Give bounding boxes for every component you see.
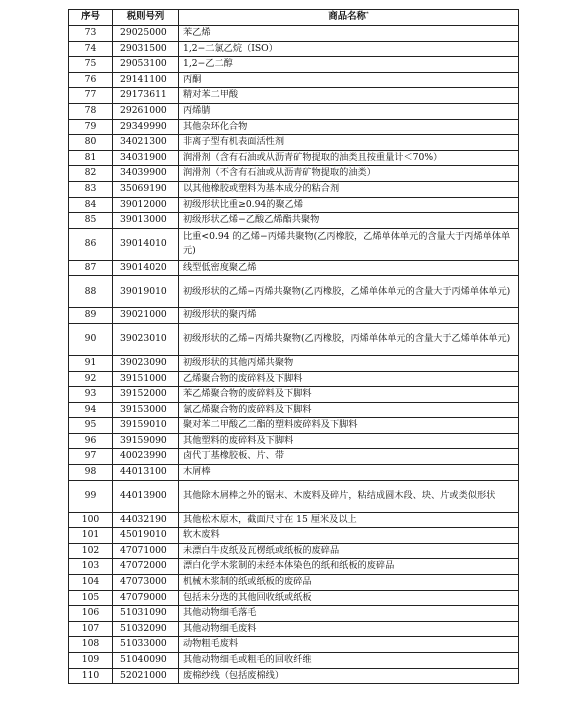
row-code: 39014010 — [113, 228, 179, 260]
row-name: 漂白化学木浆制的未经本体染色的纸和纸板的废碎品 — [179, 559, 519, 575]
header-code: 税则号列 — [113, 10, 179, 26]
table-row — [69, 433, 519, 449]
header-name — [179, 10, 519, 26]
table-row — [69, 387, 519, 403]
row-name: 润滑剂（不含有石油或从沥青矿物提取的油类） — [179, 166, 519, 182]
table-row — [69, 528, 519, 544]
row-name: 软木废料 — [179, 528, 519, 544]
row-seq: 76 — [69, 72, 113, 88]
table-row — [69, 668, 519, 684]
row-code: 29031500 — [113, 41, 179, 57]
table-row — [69, 559, 519, 575]
row-name: 初级形状的乙烯−丙烯共聚物(乙丙橡胶，乙烯单体单元的含量大于丙烯单体单元) — [179, 276, 519, 308]
table-row — [69, 418, 519, 434]
row-seq: 92 — [69, 371, 113, 387]
table-row — [69, 323, 519, 355]
row-code: 44013900 — [113, 480, 179, 512]
table-body — [69, 26, 519, 684]
row-seq: 101 — [69, 528, 113, 544]
table-row — [69, 480, 519, 512]
row-seq: 91 — [69, 355, 113, 371]
table-row — [69, 88, 519, 104]
row-seq: 75 — [69, 57, 113, 73]
table-row — [69, 72, 519, 88]
row-seq: 108 — [69, 637, 113, 653]
row-seq: 84 — [69, 197, 113, 213]
row-code: 47073000 — [113, 575, 179, 591]
row-seq: 94 — [69, 402, 113, 418]
row-seq: 82 — [69, 166, 113, 182]
row-name: 初级形状的乙烯−丙烯共聚物(乙丙橡胶，丙烯单体单元的含量大于乙烯单体单元) — [179, 323, 519, 355]
row-seq: 100 — [69, 512, 113, 528]
row-seq: 102 — [69, 543, 113, 559]
table-row — [69, 181, 519, 197]
table-row — [69, 260, 519, 276]
row-name: 氯乙烯聚合物的废碎料及下脚料 — [179, 402, 519, 418]
row-code: 47071000 — [113, 543, 179, 559]
row-seq: 98 — [69, 465, 113, 481]
row-code: 39152000 — [113, 387, 179, 403]
table-row — [69, 135, 519, 151]
row-name: 废棉纱线（包括废棉线） — [179, 668, 519, 684]
row-name: 初级形状乙烯−乙酸乙烯酯共聚物 — [179, 213, 519, 229]
row-code: 40023990 — [113, 449, 179, 465]
row-seq: 90 — [69, 323, 113, 355]
row-seq: 77 — [69, 88, 113, 104]
table-row — [69, 590, 519, 606]
row-seq: 88 — [69, 276, 113, 308]
row-code: 45019010 — [113, 528, 179, 544]
table-row — [69, 197, 519, 213]
header-name-note: * — [365, 11, 369, 18]
row-name: 初级形状比重≥0.94的聚乙烯 — [179, 197, 519, 213]
tariff-table — [68, 9, 519, 684]
row-code: 29141100 — [113, 72, 179, 88]
row-code: 39021000 — [113, 308, 179, 324]
table-row — [69, 57, 519, 73]
row-code: 29349990 — [113, 119, 179, 135]
row-name: 其他松木原木，截面尺寸在 15 厘米及以上 — [179, 512, 519, 528]
row-seq: 95 — [69, 418, 113, 434]
row-seq: 97 — [69, 449, 113, 465]
row-code: 51033000 — [113, 637, 179, 653]
table-header-row — [69, 10, 519, 26]
row-seq: 109 — [69, 653, 113, 669]
row-code: 29025000 — [113, 26, 179, 42]
row-name: 初级形状的其他丙烯共聚物 — [179, 355, 519, 371]
row-code: 51040090 — [113, 653, 179, 669]
row-name: 其他杂环化合物 — [179, 119, 519, 135]
row-name: 未漂白牛皮纸及瓦楞纸或纸板的废碎品 — [179, 543, 519, 559]
row-code: 51032090 — [113, 621, 179, 637]
row-code: 51031090 — [113, 606, 179, 622]
row-seq: 107 — [69, 621, 113, 637]
row-name: 润滑剂（含有石油或从沥青矿物提取的油类且按重量计＜70%） — [179, 150, 519, 166]
row-code: 39159010 — [113, 418, 179, 434]
table-row — [69, 371, 519, 387]
row-name: 以其他橡胶或塑料为基本成分的粘合剂 — [179, 181, 519, 197]
table-row — [69, 119, 519, 135]
table-row — [69, 308, 519, 324]
row-code: 39023090 — [113, 355, 179, 371]
row-name: 卤代丁基橡胶板、片、带 — [179, 449, 519, 465]
row-code: 39013000 — [113, 213, 179, 229]
row-seq: 80 — [69, 135, 113, 151]
row-code: 44013100 — [113, 465, 179, 481]
row-seq: 99 — [69, 480, 113, 512]
row-seq: 93 — [69, 387, 113, 403]
row-name: 1,2−二氯乙烷（ISO） — [179, 41, 519, 57]
row-code: 39019010 — [113, 276, 179, 308]
table-row — [69, 575, 519, 591]
row-seq: 87 — [69, 260, 113, 276]
row-name: 精对苯二甲酸 — [179, 88, 519, 104]
row-code: 39012000 — [113, 197, 179, 213]
row-code: 29261000 — [113, 103, 179, 119]
table-row — [69, 103, 519, 119]
row-seq: 106 — [69, 606, 113, 622]
row-code: 47079000 — [113, 590, 179, 606]
row-name: 机械木浆制的纸或纸板的废碎品 — [179, 575, 519, 591]
row-code: 34021300 — [113, 135, 179, 151]
row-seq: 78 — [69, 103, 113, 119]
row-code: 44032190 — [113, 512, 179, 528]
row-code: 47072000 — [113, 559, 179, 575]
table-row — [69, 402, 519, 418]
table-row — [69, 465, 519, 481]
row-name: 聚对苯二甲酸乙二酯的塑料废碎料及下脚料 — [179, 418, 519, 434]
row-name: 苯乙烯聚合物的废碎料及下脚料 — [179, 387, 519, 403]
row-seq: 96 — [69, 433, 113, 449]
row-seq: 86 — [69, 228, 113, 260]
row-name: 初级形状的聚丙烯 — [179, 308, 519, 324]
table-row — [69, 621, 519, 637]
table-row — [69, 228, 519, 260]
row-name: 其他动物细毛落毛 — [179, 606, 519, 622]
row-name: 其他塑料的废碎料及下脚料 — [179, 433, 519, 449]
row-seq: 74 — [69, 41, 113, 57]
row-seq: 103 — [69, 559, 113, 575]
table-row — [69, 276, 519, 308]
row-code: 39153000 — [113, 402, 179, 418]
row-seq: 89 — [69, 308, 113, 324]
row-code: 35069190 — [113, 181, 179, 197]
table-row — [69, 512, 519, 528]
table-row — [69, 355, 519, 371]
row-seq: 79 — [69, 119, 113, 135]
row-name: 丙烯腈 — [179, 103, 519, 119]
row-code: 52021000 — [113, 668, 179, 684]
table-row — [69, 150, 519, 166]
header-seq: 序号 — [69, 10, 113, 26]
row-code: 29173611 — [113, 88, 179, 104]
row-code: 29053100 — [113, 57, 179, 73]
row-seq: 104 — [69, 575, 113, 591]
row-name: 包括未分选的其他回收纸或纸板 — [179, 590, 519, 606]
table-row — [69, 653, 519, 669]
row-seq: 81 — [69, 150, 113, 166]
row-name: 其他动物细毛或粗毛的回收纤维 — [179, 653, 519, 669]
row-name: 非离子型有机表面活性剂 — [179, 135, 519, 151]
row-name: 动物粗毛废料 — [179, 637, 519, 653]
table-row — [69, 26, 519, 42]
header-name-label: 商品名称 — [328, 11, 366, 23]
row-seq: 110 — [69, 668, 113, 684]
row-name: 其他除木屑棒之外的锯末、木废料及碎片，粘结成圆木段、块、片或类似形状 — [179, 480, 519, 512]
row-name: 其他动物细毛废料 — [179, 621, 519, 637]
row-name: 线型低密度聚乙烯 — [179, 260, 519, 276]
row-code: 34031900 — [113, 150, 179, 166]
row-seq: 105 — [69, 590, 113, 606]
row-code: 39023010 — [113, 323, 179, 355]
row-name: 1,2−乙二醇 — [179, 57, 519, 73]
table-row — [69, 41, 519, 57]
row-code: 34039900 — [113, 166, 179, 182]
table-row — [69, 166, 519, 182]
row-name: 乙烯聚合物的废碎料及下脚料 — [179, 371, 519, 387]
tariff-table-container — [68, 9, 518, 684]
table-row — [69, 606, 519, 622]
table-row — [69, 213, 519, 229]
row-seq: 73 — [69, 26, 113, 42]
row-name: 苯乙烯 — [179, 26, 519, 42]
row-code: 39159090 — [113, 433, 179, 449]
row-code: 39151000 — [113, 371, 179, 387]
row-name: 木屑棒 — [179, 465, 519, 481]
table-row — [69, 543, 519, 559]
table-row — [69, 449, 519, 465]
row-seq: 83 — [69, 181, 113, 197]
row-seq: 85 — [69, 213, 113, 229]
table-row — [69, 637, 519, 653]
row-code: 39014020 — [113, 260, 179, 276]
row-name: 比重<0.94 的乙烯−丙烯共聚物(乙丙橡胶，乙烯单体单元的含量大于丙烯单体单元) — [179, 228, 519, 260]
row-name: 丙酮 — [179, 72, 519, 88]
